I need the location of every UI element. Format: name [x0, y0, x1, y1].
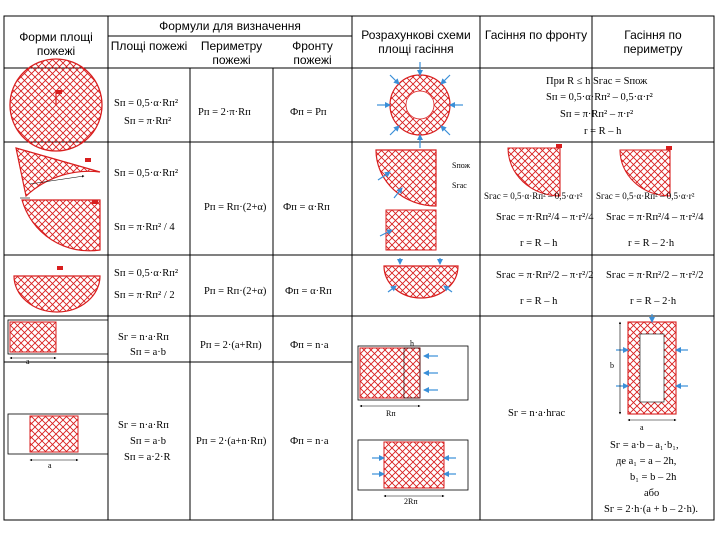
r3-fe-1: Sгас = π·Rп²/2 – π·r²/2 [496, 270, 594, 281]
scheme-circle [377, 62, 463, 148]
r1-area-1: Sп = 0,5·α·Rп² [114, 98, 179, 109]
r1-fe-2: Sп = 0,5·α·Rп² – 0,5·α·r² [546, 92, 653, 103]
label-s-gas: Sгас [452, 181, 467, 190]
label-rp: Rп [386, 409, 396, 418]
shape-half-circle [14, 266, 100, 312]
rect-pe-3: b₁ = b – 2h [630, 472, 677, 483]
scheme-rect-front [358, 346, 468, 406]
r1-fe-4: r = R – h [584, 126, 622, 137]
r3-area-2: Sп = π·Rп² / 2 [114, 290, 175, 301]
r2-pe-3: r = R – 2·h [628, 238, 675, 249]
header-front-ext: Гасіння по фронту [484, 28, 588, 42]
label-b: b [610, 361, 614, 370]
label-two-rp: 2Rп [404, 497, 418, 506]
r1-fe-1: При R ≤ h Sгас = Sпож [546, 76, 648, 87]
header-perimeter: Периметру пожежі [200, 39, 263, 67]
label-a: a [640, 423, 644, 432]
scheme-rect-perimeter [616, 314, 688, 420]
r3-pe-2: r = R – 2·h [630, 296, 677, 307]
shape-sector [16, 148, 100, 198]
header-formulas: Формули для визначення [159, 19, 301, 33]
rect-pe-4: або [644, 488, 660, 499]
label-a-rect-2: a [48, 461, 52, 470]
header-front: Фронту пожежі [292, 39, 333, 67]
r3-pe-1: Sгас = π·Rп²/2 – π·r²/2 [606, 270, 704, 281]
header-perim-ext: Гасіння по периметру [623, 28, 683, 56]
r2-fe-2: Sгас = π·Rп²/4 – π·r²/4 [496, 212, 594, 223]
r2-area-1: Sп = 0,5·α·Rп² [114, 168, 179, 179]
r5-area-1: Sг = n·a·Rп [118, 420, 169, 431]
r5-front: Фп = n·a [290, 436, 329, 447]
r3-front: Фп = α·Rп [285, 286, 332, 297]
r5-area-2: Sп = a·b [130, 436, 167, 447]
shape-quarter [22, 200, 100, 251]
scheme-quarter-perimeter [620, 146, 672, 196]
r3-fe-2: r = R – h [520, 296, 558, 307]
header-area: Площі пожежі [110, 39, 188, 53]
r4-perimeter: Pп = 2·(a+Rп) [200, 340, 262, 351]
r5-area-3: Sп = a·2·R [124, 452, 171, 463]
scheme-quarter-front [508, 144, 562, 196]
r3-area-1: Sп = 0,5·α·Rп² [114, 268, 179, 279]
rect-pe-5: Sг = 2·h·(a + b – 2·h). [604, 504, 699, 515]
rect-pe-1: Sг = a·b – a₁·b₁, [610, 440, 679, 451]
scheme-quarter [376, 150, 436, 250]
r4-front: Фп = n·a [290, 340, 329, 351]
scheme-rect-front-2 [358, 440, 468, 496]
r2-perimeter: Pп = Rп·(2+α) [204, 202, 267, 213]
shape-rectangle [8, 320, 108, 358]
r2-front: Фп = α·Rп [283, 202, 330, 213]
scheme-half-circle [384, 258, 458, 298]
label-h-1: h [410, 339, 414, 348]
r2-area-2: Sп = π·Rп² / 4 [114, 222, 175, 233]
header-schemes: Розрахункові схеми площі гасіння [361, 28, 471, 56]
r1-front: Фп = Pп [290, 107, 327, 118]
r5-perimeter: Pп = 2·(a+n·Rп) [196, 436, 267, 447]
r1-fe-3: Sп = π·Rп² – π·r² [560, 109, 634, 120]
header-shapes: Форми площі пожежі [19, 30, 93, 58]
r2-pe-2: Sгас = π·Rп²/4 – π·r²/4 [606, 212, 704, 223]
r2-fe-1: Sгас = 0,5·α·Rп² – 0,5·α·r² [484, 191, 583, 201]
r4-area-2: Sп = a·b [130, 347, 167, 358]
r1-area-2: Sп = π·Rп² [124, 116, 172, 127]
rect-pe-2: де a₁ = a – 2h, [616, 456, 677, 467]
r2-pe-1: Sгас = 0,5·α·Rп² – 0,5·α·r² [596, 191, 695, 201]
rect-front-ext: Sг = n·a·hгас [508, 408, 566, 419]
r3-perimeter: Pп = Rп·(2+α) [204, 286, 267, 297]
r2-fe-3: r = R – h [520, 238, 558, 249]
label-a-rect: a [26, 357, 30, 366]
label-s-pozh: Sпож [452, 161, 471, 170]
r1-perimeter: Pп = 2·π·Rп [198, 107, 251, 118]
r4-area-1: Sг = n·a·Rп [118, 332, 169, 343]
shape-circle [10, 59, 102, 151]
shape-rectangle-2 [8, 414, 108, 460]
